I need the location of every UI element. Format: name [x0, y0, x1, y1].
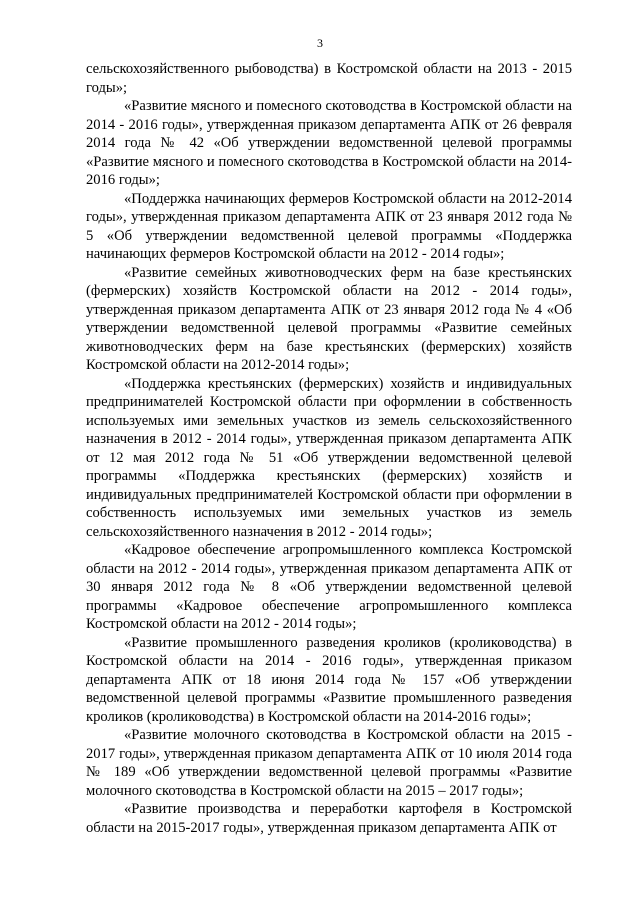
paragraph-program-rabbit-breeding: «Развитие промышленного разведения кроликов (кролиководства) в Костромской области на 2014 - 2016 годы», утвержденная приказом департамента АПК от 18 июня 2014 года № 157 «Об утверждении ведомственной целевой программы «Развитие промышленного разведения кроликов (кролиководства) в Костромской области на 2014-2016 годы»; [86, 634, 572, 725]
paragraph-program-dairy-cattle: «Развитие молочного скотоводства в Костромской области на 2015 - 2017 годы», утвержденная приказом департамента АПК от 10 июля 2014 года № 189 «Об утверждении ведомственной целевой программы «Развитие молочного скотоводства в Костромской области на 2015 – 2017 годы»; [86, 727, 572, 799]
paragraph-continuation: сельскохозяйственного рыбоводства) в Костромской области на 2013 - 2015 годы»; [86, 61, 572, 96]
paragraph-program-meat-cattle: «Развитие мясного и помесного скотоводства в Костромской области на 2014 - 2016 годы», утвержденная приказом департамента АПК от 26 февраля 2014 года № 42 «Об утверждении ведомственной целевой программы «Развитие мясного и помесного скотоводства в Костромской области на 2014-2016 годы»; [86, 98, 572, 188]
paragraph-program-family-farms: «Развитие семейных животноводческих ферм на базе крестьянских (фермерских) хозяйств Костромской области на 2012 - 2014 годы», утвержденная приказом департамента АПК от 23 января 2012 года № 4 «Об утверждении ведомственной целевой программы «Развитие семейных животноводческих ферм на базе крестьянских (фермерских) хозяйств Костромской области на 2012-2014 годы»; [86, 264, 572, 373]
paragraph-program-staffing: «Кадровое обеспечение агропромышленного комплекса Костромской области на 2012 - 2014 годы», утвержденная приказом департамента АПК от 30 января 2012 года № 8 «Об утверждении ведомственной целевой программы «Кадровое обеспечение агропромышленного комплекса Костромской области на 2012 - 2014 годы»; [86, 542, 572, 632]
document-body [86, 60, 572, 837]
paragraph-program-potato: «Развитие производства и переработки картофеля в Костромской области на 2015-2017 годы», утвержденная приказом департамента АПК от [86, 801, 572, 836]
page-number: 3 [317, 36, 323, 50]
paragraph-program-novice-farmers: «Поддержка начинающих фермеров Костромской области на 2012-2014 годы», утвержденная приказом департамента АПК от 23 января 2012 года № 5 «Об утверждении ведомственной целевой программы «Поддержка начинающих фермеров Костромской области на 2012 - 2014 годы»; [86, 190, 572, 262]
paragraph-program-land-ownership: «Поддержка крестьянских (фермерских) хозяйств и индивидуальных предпринимателей Костромской области при оформлении в собственность используемых ими земельных участков из земель сельскохозяйственного назначения в 2012 - 2014 годы», утвержденная приказом департамента АПК от 12 мая 2012 года № 51 «Об утверждении ведомственной целевой программы «Поддержка крестьянских (фермерских) хозяйств и индивидуальных предпринимателей Костромской области при оформлении в собственность используемых ими земельных участков из земель сельскохозяйственного назначения в 2012 - 2014 годы»; [86, 375, 572, 540]
